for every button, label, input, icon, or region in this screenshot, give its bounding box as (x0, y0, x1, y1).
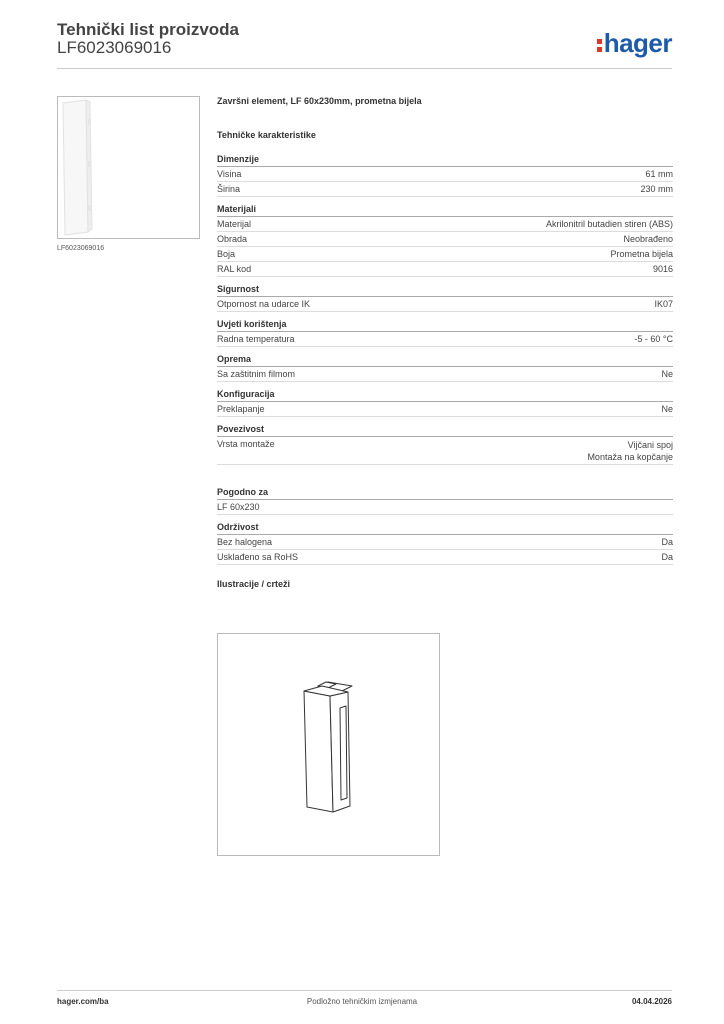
spec-row (217, 332, 673, 347)
spec-label: Usklađeno sa RoHS (217, 552, 299, 562)
spec-label: Sa zaštitnim filmom (217, 369, 296, 379)
spec-value: Akrilonitril butadien stiren (ABS) (545, 219, 673, 229)
spec-row (217, 297, 673, 312)
product-drawing (218, 634, 439, 855)
spec-row (217, 217, 673, 232)
spec-label: Obrada (217, 234, 248, 244)
group-dimenzije (217, 154, 673, 197)
spec-value: Neobrađeno (623, 234, 673, 244)
spec-label: RAL kod (217, 264, 252, 274)
group-title: Povezivost (217, 424, 673, 437)
spec-value (587, 439, 673, 463)
spec-label: Radna temperatura (217, 334, 295, 344)
spec-row (217, 550, 673, 565)
spec-label: Boja (217, 249, 236, 259)
group-title: Održivost (217, 522, 673, 535)
header-divider (57, 68, 672, 69)
spec-row (217, 247, 673, 262)
page-title: Tehnički list proizvoda (57, 20, 239, 39)
spec-value: 230 mm (640, 184, 673, 194)
group-odrzivost (217, 522, 673, 565)
group-title: Uvjeti korištenja (217, 319, 673, 332)
spec-value-line: Montaža na kopčanje (587, 452, 673, 462)
group-povezivost (217, 424, 673, 465)
tech-heading: Tehničke karakteristike (217, 130, 316, 140)
group-title: Oprema (217, 354, 673, 367)
group-oprema (217, 354, 673, 382)
spec-row (217, 367, 673, 382)
spec-row (217, 535, 673, 550)
product-thumbnail-image (58, 97, 199, 238)
illustrations-heading: Ilustracije / crteži (217, 579, 291, 589)
spec-label: Preklapanje (217, 404, 265, 414)
footer-date: 04.04.2026 (631, 997, 672, 1006)
spec-row (217, 262, 673, 277)
product-name: Završni element, LF 60x230mm, prometna bijela (217, 96, 422, 106)
footer-note: Podložno tehničkim izmjenama (306, 997, 418, 1006)
group-title: Dimenzije (217, 154, 673, 167)
group-pogodno-za (217, 487, 673, 515)
illustration-box (217, 633, 440, 856)
brand-name: hager (603, 28, 672, 58)
product-code: LF6023069016 (57, 38, 172, 57)
spec-label: Materijal (217, 219, 252, 229)
spec-row (217, 182, 673, 197)
product-thumbnail (57, 96, 200, 239)
spec-value: Da (661, 537, 673, 547)
group-sigurnost (217, 284, 673, 312)
spec-label: LF 60x230 (217, 502, 260, 512)
spec-label: Otpornost na udarce IK (217, 299, 311, 309)
spec-row (217, 437, 673, 465)
spec-value: Ne (661, 404, 673, 414)
spec-label: Širina (217, 184, 241, 194)
group-title: Materijali (217, 204, 673, 217)
footer-website: hager.com/ba (57, 997, 109, 1006)
spec-value: 9016 (652, 264, 673, 274)
group-uvjeti (217, 319, 673, 347)
spec-value-line: Vijčani spoj (627, 440, 673, 450)
footer-divider (57, 990, 672, 991)
spec-row (217, 402, 673, 417)
spec-value: Ne (661, 369, 673, 379)
thumbnail-caption: LF6023069016 (57, 245, 105, 252)
spec-value: 61 mm (645, 169, 673, 179)
spec-row (217, 500, 673, 515)
group-title: Konfiguracija (217, 389, 673, 402)
spec-value: Prometna bijela (610, 249, 673, 259)
group-materijali (217, 204, 673, 277)
group-title: Pogodno za (217, 487, 673, 500)
spec-value: Da (661, 552, 673, 562)
logo-dots-icon (597, 36, 603, 55)
spec-value: IK07 (654, 299, 673, 309)
group-title: Sigurnost (217, 284, 673, 297)
group-konfiguracija (217, 389, 673, 417)
spec-row (217, 167, 673, 182)
brand-logo (597, 28, 672, 59)
spec-value: -5 - 60 °C (634, 334, 673, 344)
spec-label: Visina (217, 169, 242, 179)
spec-label: Vrsta montaže (217, 439, 275, 449)
spec-row (217, 232, 673, 247)
spec-label: Bez halogena (217, 537, 273, 547)
spec-content (217, 96, 673, 603)
